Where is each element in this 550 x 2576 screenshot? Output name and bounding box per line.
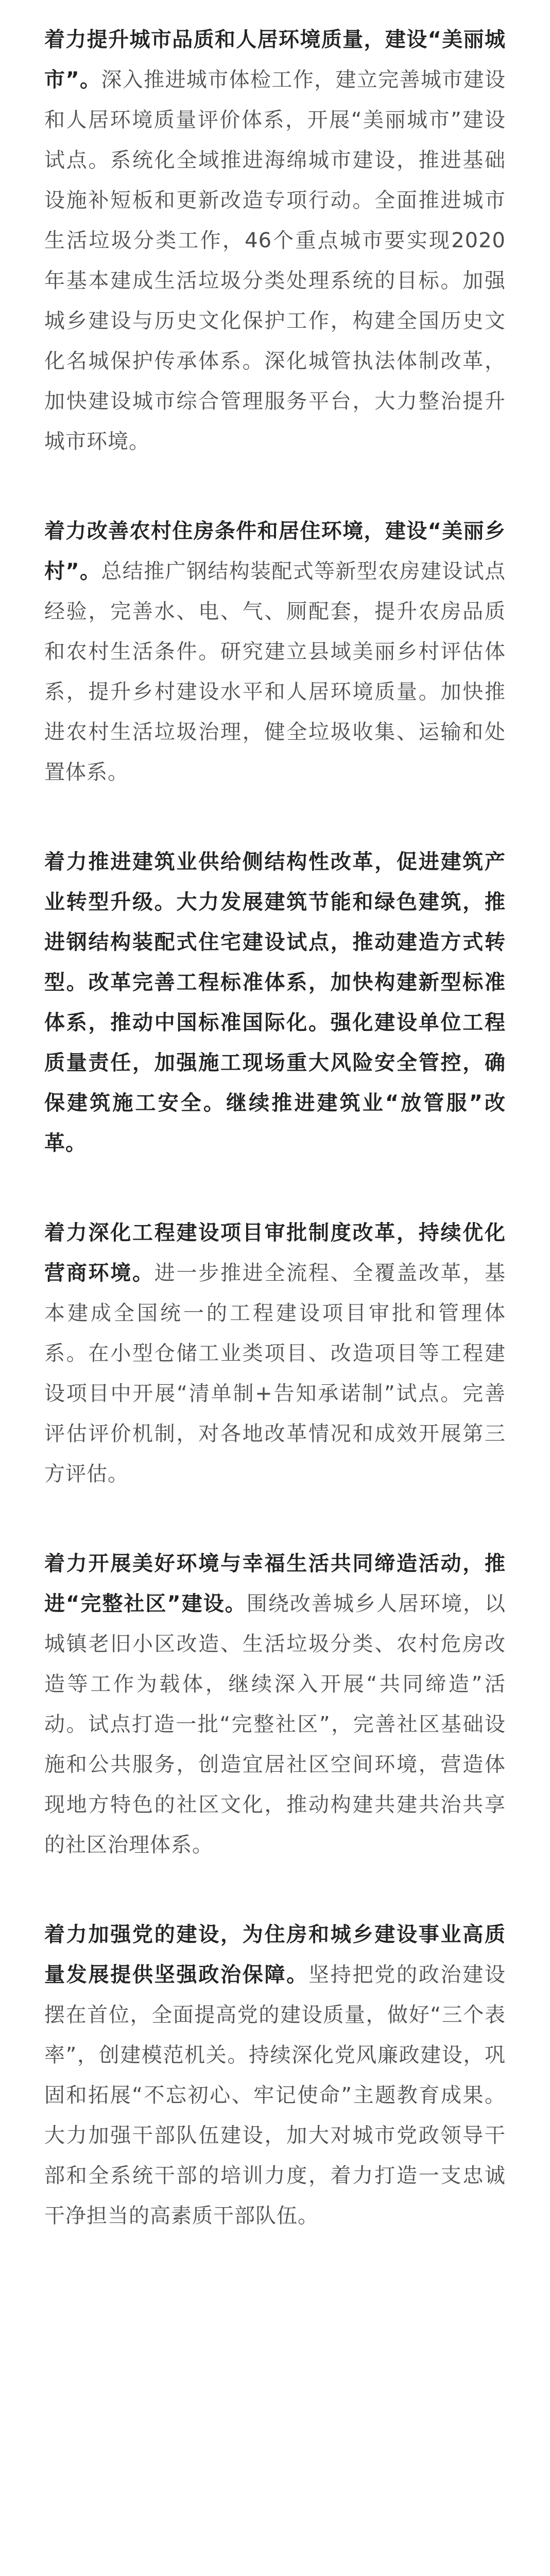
paragraph-lead: 着力提升城市品质和人居环境质量，建设“美丽城市”。 <box>44 28 506 92</box>
paragraph-lead: 着力开展美好环境与幸福生活共同缔造活动，推进“完整社区”建设。 <box>44 1552 506 1616</box>
paragraph-lead: 着力深化工程建设项目审批制度改革，持续优化营商环境。 <box>44 1221 506 1285</box>
paragraph-beautiful-city <box>44 20 506 462</box>
paragraph-text: 深入推进城市体检工作，建立完善城市建设和人居环境质量评价体系，开展“美丽城市”建设试点。系统化全域推进海绵城市建设，推进基础设施补短板和更新改造专项行动。全面推进城市生活垃圾分类工作，46个重点城市要实现2020年基本建成生活垃圾分类处理系统的目标。加强城乡建设与历史文化保护工作，构建全国历史文化名城保护传承体系。深化城管执法体制改革，加快建设城市综合管理服务平台，大力整治提升城市环境。 <box>44 68 506 453</box>
paragraph-text: 围绕改善城乡人居环境，以城镇老旧小区改造、生活垃圾分类、农村危房改造等工作为载体，继续深入开展“共同缔造”活动。试点打造一批“完整社区”，完善社区基础设施和公共服务，创造宜居社区空间环境，营造体现地方特色的社区文化，推动构建共建共治共享的社区治理体系。 <box>44 1592 506 1857</box>
paragraph-text: 总结推广钢结构装配式等新型农房建设试点经验，完善水、电、气、厕配套，提升农房品质和农村生活条件。研究建立县域美丽乡村评估体系，提升乡村建设水平和人居环境质量。加快推进农村生活垃圾治理，健全垃圾收集、运输和处置体系。 <box>44 560 506 784</box>
paragraph-lead: 着力改善农村住房条件和居住环境，建设“美丽乡村”。 <box>44 519 506 583</box>
paragraph-party-building <box>44 1914 506 2236</box>
paragraph-text: 坚持把党的政治建设摆在首位，全面提高党的建设质量，做好“三个表率”，创建模范机关。持续深化党风廉政建设，巩固和拓展“不忘初心、牢记使命”主题教育成果。大力加强干部队伍建设，加大对城市党政领导干部和全系统干部的培训力度，着力打造一支忠诚干净担当的高素质干部队伍。 <box>44 1963 506 2228</box>
paragraph-complete-community <box>44 1544 506 1865</box>
paragraph-beautiful-village <box>44 511 506 792</box>
paragraph-text: 进一步推进全流程、全覆盖改革，基本建成全国统一的工程建设项目审批和管理体系。在小型仓储工业类项目、改造项目等工程建设项目中开展“清单制+告知承诺制”试点。完善评估评价机制，对各地改革情况和成效开展第三方评估。 <box>44 1261 506 1486</box>
paragraph-approval-reform <box>44 1213 506 1494</box>
paragraph-construction-reform <box>44 842 506 1163</box>
paragraph-lead: 着力推进建筑业供给侧结构性改革，促进建筑产业转型升级。大力发展建筑节能和绿色建筑，推进钢结构装配式住宅建设试点，推动建造方式转型。改革完善工程标准体系，加快构建新型标准体系，推动中国标准国际化。强化建设单位工程质量责任，加强施工现场重大风险安全管控，确保建筑施工安全。继续推进建筑业“放管服”改革。 <box>44 850 506 1155</box>
paragraph-lead: 着力加强党的建设，为住房和城乡建设事业高质量发展提供坚强政治保障。 <box>44 1923 506 1987</box>
